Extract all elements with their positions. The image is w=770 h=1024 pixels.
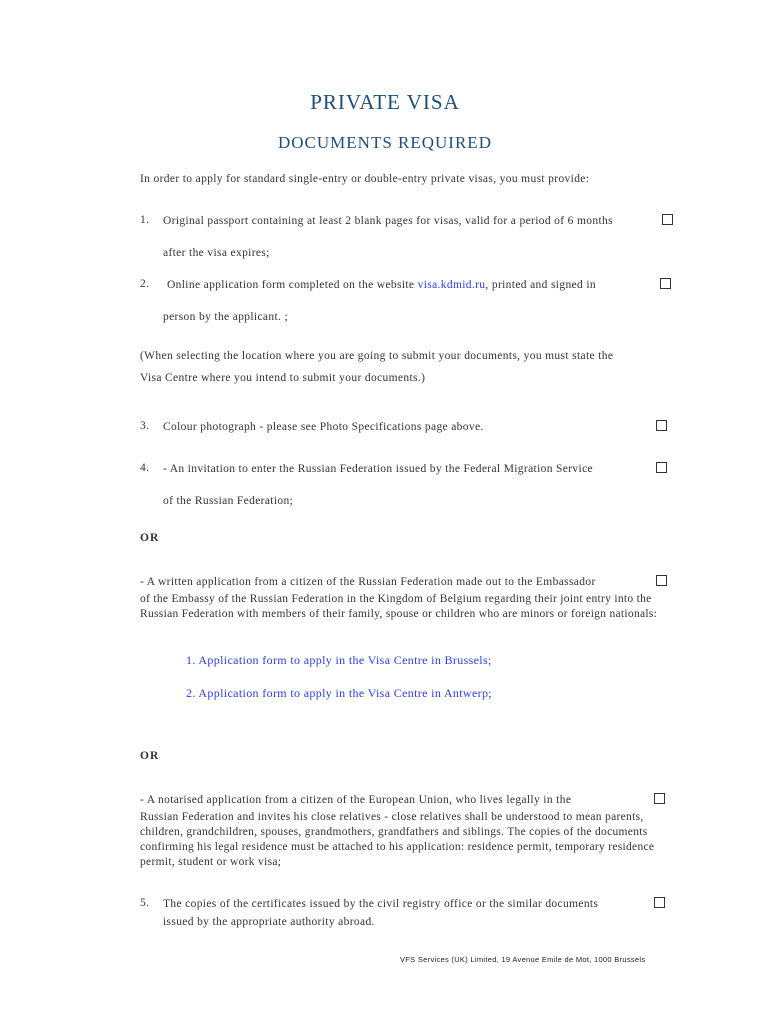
item-5-text: The copies of the certificates issued by the civil registry office or the similar documents	[163, 898, 599, 910]
item-1-number: 1.	[140, 214, 150, 226]
page-subtitle: DOCUMENTS REQUIRED	[278, 133, 492, 152]
item-4-text: - An invitation to enter the Russian Federation issued by the Federal Migration Service	[163, 463, 593, 475]
or-separator: OR	[140, 532, 160, 544]
item-2-prefix: Online application form completed on the website	[167, 279, 418, 291]
item-1-text-cont: after the visa expires;	[163, 247, 270, 259]
notarised-application-text: - A notarised application from a citizen of the European Union, who lives legally in the	[140, 794, 572, 806]
page-title: PRIVATE VISA	[310, 90, 460, 114]
item-2-text	[167, 278, 596, 292]
item-2-suffix: , printed and signed in	[485, 279, 596, 291]
footer-address: VFS Services (UK) Limited, 19 Avenue Emile de Mot, 1000 Brussels	[400, 955, 646, 964]
item-5-checkbox[interactable]	[654, 897, 665, 908]
item-3-text: Colour photograph - please see Photo Specifications page above.	[163, 421, 484, 433]
item-3-number: 3.	[140, 420, 150, 432]
or-separator-2: OR	[140, 750, 160, 762]
written-application-text: - A written application from a citizen of the Russian Federation made out to the Embassador	[140, 576, 596, 588]
written-application-checkbox[interactable]	[656, 575, 667, 586]
item-4-number: 4.	[140, 462, 150, 474]
item-2-number: 2.	[140, 278, 150, 290]
intro-text: In order to apply for standard single-entry or double-entry private visas, you must provide:	[140, 173, 590, 185]
item-4-text-cont: of the Russian Federation;	[163, 495, 294, 507]
item-3-checkbox[interactable]	[656, 420, 667, 431]
written-application-body: of the Embassy of the Russian Federation in the Kingdom of Belgium regarding their joint entry into the Russian Federation with members of their family, spouse or children who are minors or foreign nationals:	[140, 593, 658, 620]
kdmid-link[interactable]: visa.kdmid.ru	[417, 279, 486, 291]
item-1-checkbox[interactable]	[662, 214, 673, 225]
item-2-checkbox[interactable]	[660, 278, 671, 289]
notarised-application-checkbox[interactable]	[654, 793, 665, 804]
location-note: (When selecting the location where you are going to submit your documents, you must state the	[140, 350, 614, 362]
notarised-application-body: Russian Federation and invites his close relatives - close relatives shall be understood to mean parents, children, grandchildren, spouses, grandmothers, grandfathers and siblings. The copies of the documents confirming his legal residence must be attached to his application: residence permit, temporary residence permit, student or work visa;	[140, 811, 655, 868]
item-1-text: Original passport containing at least 2 blank pages for visas, valid for a period of 6 months	[163, 215, 613, 227]
item-5-text-cont: issued by the appropriate authority abroad.	[163, 916, 375, 928]
item-5-number: 5.	[140, 897, 150, 909]
antwerp-form-link[interactable]: 2. Application form to apply in the Visa Centre in Antwerp;	[186, 686, 492, 700]
brussels-form-link[interactable]: 1. Application form to apply in the Visa Centre in Brussels;	[186, 653, 492, 667]
item-2-text-cont: person by the applicant. ;	[163, 311, 289, 323]
item-4-checkbox[interactable]	[656, 462, 667, 473]
location-note-cont: Visa Centre where you intend to submit your documents.)	[140, 372, 426, 384]
